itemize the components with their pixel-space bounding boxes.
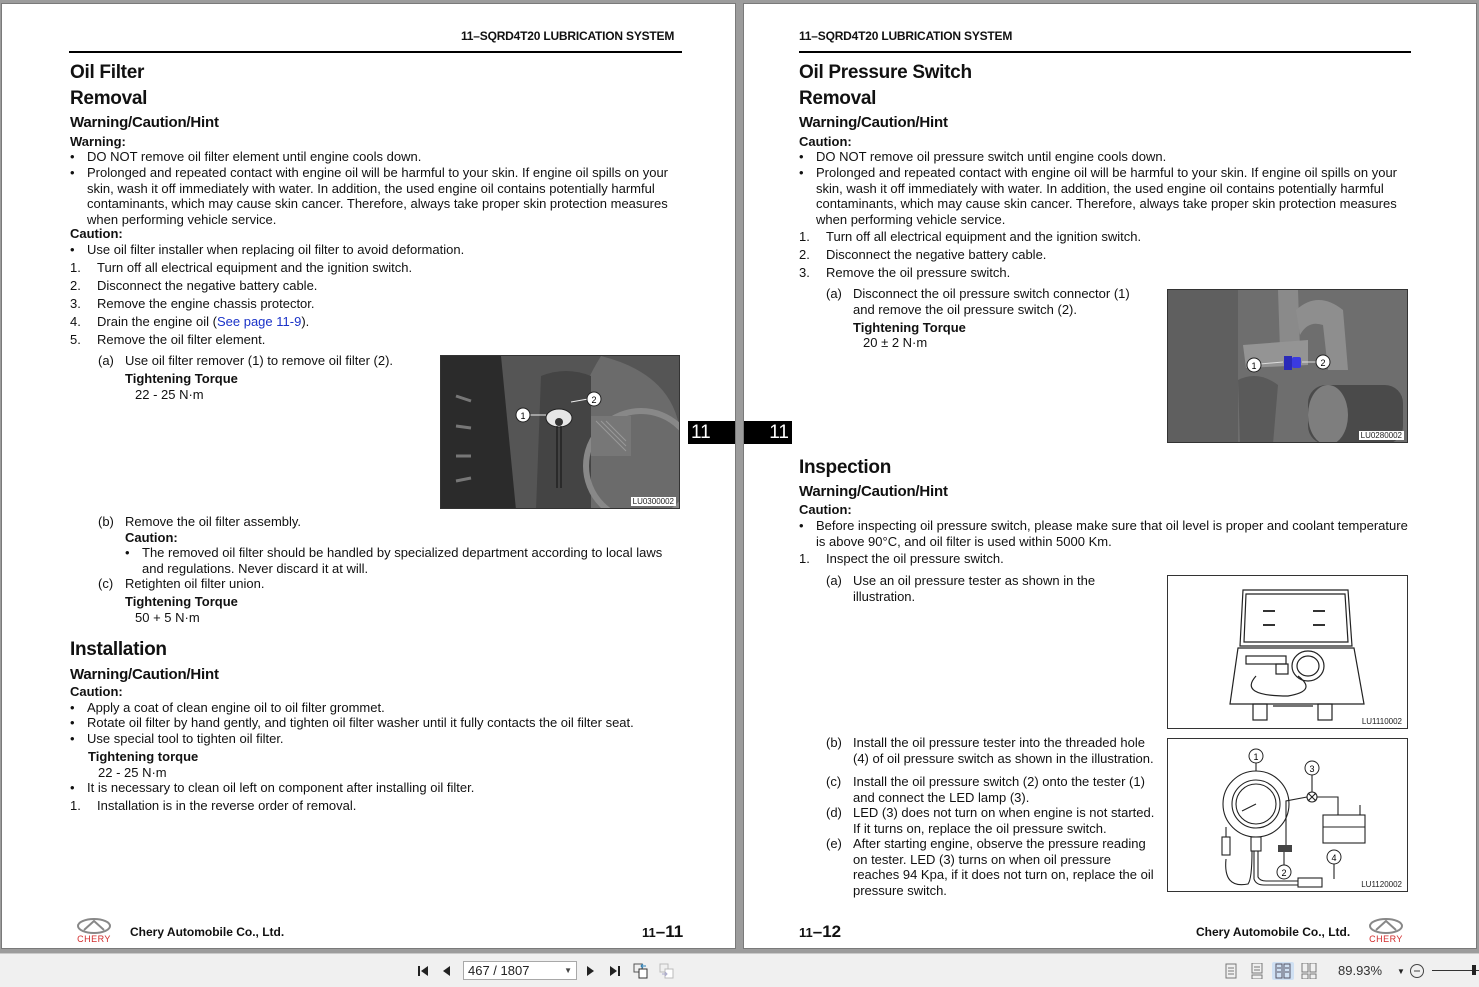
zoom-out-icon bbox=[1409, 963, 1425, 979]
callout-2: 2 bbox=[1320, 358, 1326, 368]
callout-2: 2 bbox=[1281, 868, 1287, 878]
header-rule bbox=[799, 51, 1411, 53]
torque-label: Tightening Torque bbox=[853, 320, 966, 335]
chery-emblem-icon bbox=[76, 918, 112, 934]
callout-2: 2 bbox=[591, 395, 597, 405]
section-title: Oil Filter bbox=[70, 62, 145, 83]
callout-4: 4 bbox=[1331, 853, 1337, 863]
wch-heading: Warning/Caution/Hint bbox=[799, 483, 948, 500]
facing-view-button[interactable] bbox=[1272, 962, 1294, 980]
page-number-input[interactable]: 467 / 1807 ▼ bbox=[463, 961, 577, 980]
chevron-down-icon[interactable]: ▼ bbox=[564, 966, 572, 975]
company-name: Chery Automobile Co., Ltd. bbox=[130, 925, 285, 939]
zoom-level[interactable]: 89.93% bbox=[1338, 963, 1383, 978]
inspection-heading: Inspection bbox=[799, 457, 892, 478]
caution-label: Caution: bbox=[125, 530, 178, 545]
page-11-12: 11–SQRD4T20 LUBRICATION SYSTEM Oil Pressure Switch Removal Warning/Caution/Hint Caution: • DO NOT remove oil pressure switch until engine cools down. • Prolonged and repeated contact with engine oil will be harmful to your skin. If engine oil spills on your skin, wash it off immediately with water. In addition, the used engine oil contains potentially harmful contaminants, which may cause skin cancer. Therefore, always take proper skin protection measures when performing vehicle service. 1. Turn off all electrical equipment and the ignition switch. 2. Disconnect the negative battery cable. 3. Remove the oil pressure switch. (a) Disconnect the oil pressure switch connector (1) and remove the oil pressure switch (2). Tightening Torque 20 ± 2 N·m 1 2 LU0280002 Inspection Warning/Caution/Hint Caution: • Before inspecting oil pressure switch, please make sure that oil level is proper and coolant temperature is above 90°C, and oil filter is used within 5000 Km. 1. Inspect the oil pressure switch. (a) Use an oil pressure tester as shown in the illustration. LU1110002 (b) Install the oil pressure tester into the threaded hole (4) of oil pressure switch as shown in the illustration. (c) Install the oil pressure switch (2) onto the tester (1) and connect the LED lamp (3). (d) LED (3) does not turn on when engine is not started. If it turns on, replace the oil pressure switch. (e) After starting engine, observe the pressure reading on tester. LED (3) turns on when oil pressure reaches 94 Kpa, if it does not turn on, replace the oil pressure switch. 1 2 3 4 LU1120002 11–12 Chery Automobile Co., Ltd. CHERY bbox=[743, 3, 1477, 949]
zoom-slider-handle[interactable] bbox=[1472, 965, 1476, 975]
tester-connection-diagram bbox=[1167, 738, 1408, 892]
callout-3: 3 bbox=[1309, 764, 1315, 774]
next-view-icon bbox=[659, 963, 675, 979]
page-number: 11–12 bbox=[799, 922, 842, 941]
callout-1: 1 bbox=[1253, 752, 1259, 762]
chevron-down-icon: ▼ bbox=[1397, 966, 1405, 976]
engine-illustration bbox=[441, 356, 680, 509]
removal-heading: Removal bbox=[70, 88, 148, 109]
chapter-tab: 11 bbox=[688, 421, 735, 444]
first-page-button[interactable] bbox=[414, 962, 432, 980]
oil-pressure-tester-kit-figure bbox=[1167, 575, 1408, 729]
removal-heading: Removal bbox=[799, 88, 877, 109]
running-header: 11–SQRD4T20 LUBRICATION SYSTEM bbox=[799, 29, 1013, 43]
engine-illustration bbox=[1168, 290, 1408, 443]
oil-pressure-switch-figure bbox=[1167, 289, 1408, 443]
previous-page-button[interactable] bbox=[438, 962, 456, 980]
page-11-11: 11–SQRD4T20 LUBRICATION SYSTEM Oil Filter Removal Warning/Caution/Hint Warning: • DO NOT remove oil filter element until engine cools down. • Prolonged and repeated contact with engine oil will be harmful to your skin. If engine oil spills on your skin, wash it off immediately with water. In addition, the used engine oil contains potentially harmful contaminants, which may cause skin cancer. Therefore, always take proper skin protection measures when performing vehicle service. Caution: • Use oil filter installer when replacing oil filter to avoid deformation. 1. Turn off all electrical equipment and the ignition switch. 2. Disconnect the negative battery cable. 3. Remove the engine chassis protector. 4. Drain the engine oil (See page 11-9). 5. Remove the oil filter element. (a) Use oil filter remover (1) to remove oil filter (2). Tightening Torque 22 - 25 N·m 1 2 LU0300002 (b) Remove the oil filter assembly. Caution: • The removed oil filter should be handled by specialized department according to local laws and regulations. Never discard it at will. (c) Retighten oil filter union. Tightening Torque 50 + 5 N·m Installation Warning/Caution/Hint Caution: • Apply a coat of clean engine oil to oil filter grommet. • Rotate oil filter by hand gently, and tighten oil filter washer until it fully contacts the oil filter seat. • Use special tool to tighten oil filter. Tightening torque 22 - 25 N·m • It is necessary to clean oil left on component after installing oil filter. 1. Installation is in the reverse order of removal. CHERY Chery Automobile Co., Ltd. 11–11 bbox=[1, 3, 736, 949]
torque-label: Tightening Torque bbox=[125, 371, 238, 386]
figure-id: LU0300002 bbox=[632, 497, 674, 506]
oil-filter-removal-figure bbox=[440, 355, 680, 509]
header-rule bbox=[69, 51, 682, 53]
circuit-diagram bbox=[1168, 739, 1408, 892]
last-page-icon bbox=[608, 964, 622, 978]
torque-value: 22 - 25 N·m bbox=[98, 765, 167, 780]
continuous-facing-view-button[interactable] bbox=[1300, 962, 1318, 980]
caution-label: Caution: bbox=[799, 502, 852, 517]
chery-emblem-icon bbox=[1368, 918, 1404, 934]
section-title: Oil Pressure Switch bbox=[799, 62, 972, 83]
figure-id: LU0280002 bbox=[1360, 431, 1402, 440]
torque-value: 50 + 5 N·m bbox=[135, 610, 200, 625]
installation-heading: Installation bbox=[70, 639, 167, 660]
caution-label: Caution: bbox=[70, 226, 123, 241]
continuous-view-button[interactable] bbox=[1248, 962, 1266, 980]
last-page-button[interactable] bbox=[606, 962, 624, 980]
zoom-dropdown[interactable] bbox=[1396, 962, 1406, 980]
caution-label: Caution: bbox=[799, 134, 852, 149]
chapter-tab: 11 bbox=[744, 421, 792, 444]
single-page-icon bbox=[1224, 963, 1238, 979]
viewer-toolbar bbox=[0, 953, 1479, 987]
next-page-button[interactable] bbox=[581, 962, 599, 980]
torque-value: 22 - 25 N·m bbox=[135, 387, 204, 402]
torque-value: 20 ± 2 N·m bbox=[863, 335, 928, 350]
previous-view-button[interactable] bbox=[632, 962, 650, 980]
wch-heading: Warning/Caution/Hint bbox=[799, 114, 948, 131]
next-page-icon bbox=[583, 964, 597, 978]
warning-label: Warning: bbox=[70, 134, 126, 149]
see-page-link[interactable]: See page 11-9 bbox=[216, 314, 302, 329]
torque-label: Tightening Torque bbox=[125, 594, 238, 609]
figure-id: LU1120002 bbox=[1361, 880, 1402, 889]
wch-heading: Warning/Caution/Hint bbox=[70, 666, 219, 683]
facing-pages-icon bbox=[1275, 963, 1291, 979]
torque-label: Tightening torque bbox=[88, 749, 199, 764]
single-page-view-button[interactable] bbox=[1222, 962, 1240, 980]
callout-1: 1 bbox=[1251, 361, 1257, 371]
caution-label: Caution: bbox=[70, 684, 123, 699]
continuous-facing-icon bbox=[1301, 963, 1317, 979]
wch-heading: Warning/Caution/Hint bbox=[70, 114, 219, 131]
chery-logo: CHERY bbox=[72, 918, 116, 946]
company-name: Chery Automobile Co., Ltd. bbox=[1196, 925, 1351, 939]
page-number: 11–11 bbox=[642, 922, 684, 941]
running-header: 11–SQRD4T20 LUBRICATION SYSTEM bbox=[461, 29, 675, 43]
figure-id: LU1110002 bbox=[1361, 717, 1402, 726]
previous-page-icon bbox=[440, 964, 454, 978]
continuous-page-icon bbox=[1250, 963, 1264, 979]
tester-case-illustration bbox=[1168, 576, 1408, 729]
next-view-button[interactable] bbox=[658, 962, 676, 980]
first-page-icon bbox=[416, 964, 430, 978]
zoom-out-button[interactable] bbox=[1408, 962, 1426, 980]
callout-1: 1 bbox=[520, 411, 526, 421]
chery-logo: CHERY bbox=[1364, 918, 1408, 946]
previous-view-icon bbox=[633, 963, 649, 979]
